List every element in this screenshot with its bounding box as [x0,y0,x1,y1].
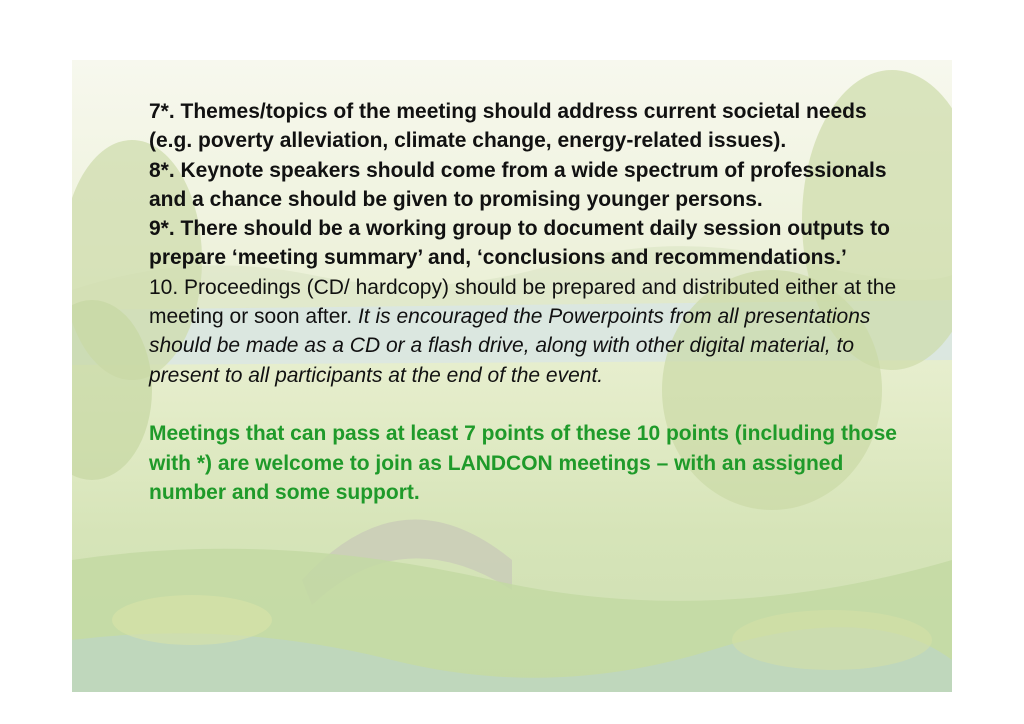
conclusion-text: Meetings that can pass at least 7 points of these 10 points (including those with *) are welcome to join as LANDCON meetings – with an assigned number and some support. [149,422,897,504]
item-9: 9*. There should be a working group to document daily session outputs to prepare ‘meeting summary’ and, ‘conclusions and recommendations.’ [149,217,890,270]
item-10-text: 10. Proceedings (CD/ hardcopy) should be prepared and distributed either at the meeting or soon after. [149,275,897,329]
item-7: 7*. Themes/topics of the meeting should address current societal needs (e.g. poverty alleviation, climate change, energy-related issues). [149,100,867,153]
slide-text [149,97,909,507]
item-10 [149,273,909,390]
paragraph-spacer [149,390,909,419]
item-10-italic-text: It is encouraged the Powerpoints from all presentations should be made as a CD or a flash drive, along with other digital material, to present to all participants at the end of the event. [149,305,871,387]
item-8: 8*. Keynote speakers should come from a wide spectrum of professionals and a chance should be given to promising younger persons. [149,158,887,211]
